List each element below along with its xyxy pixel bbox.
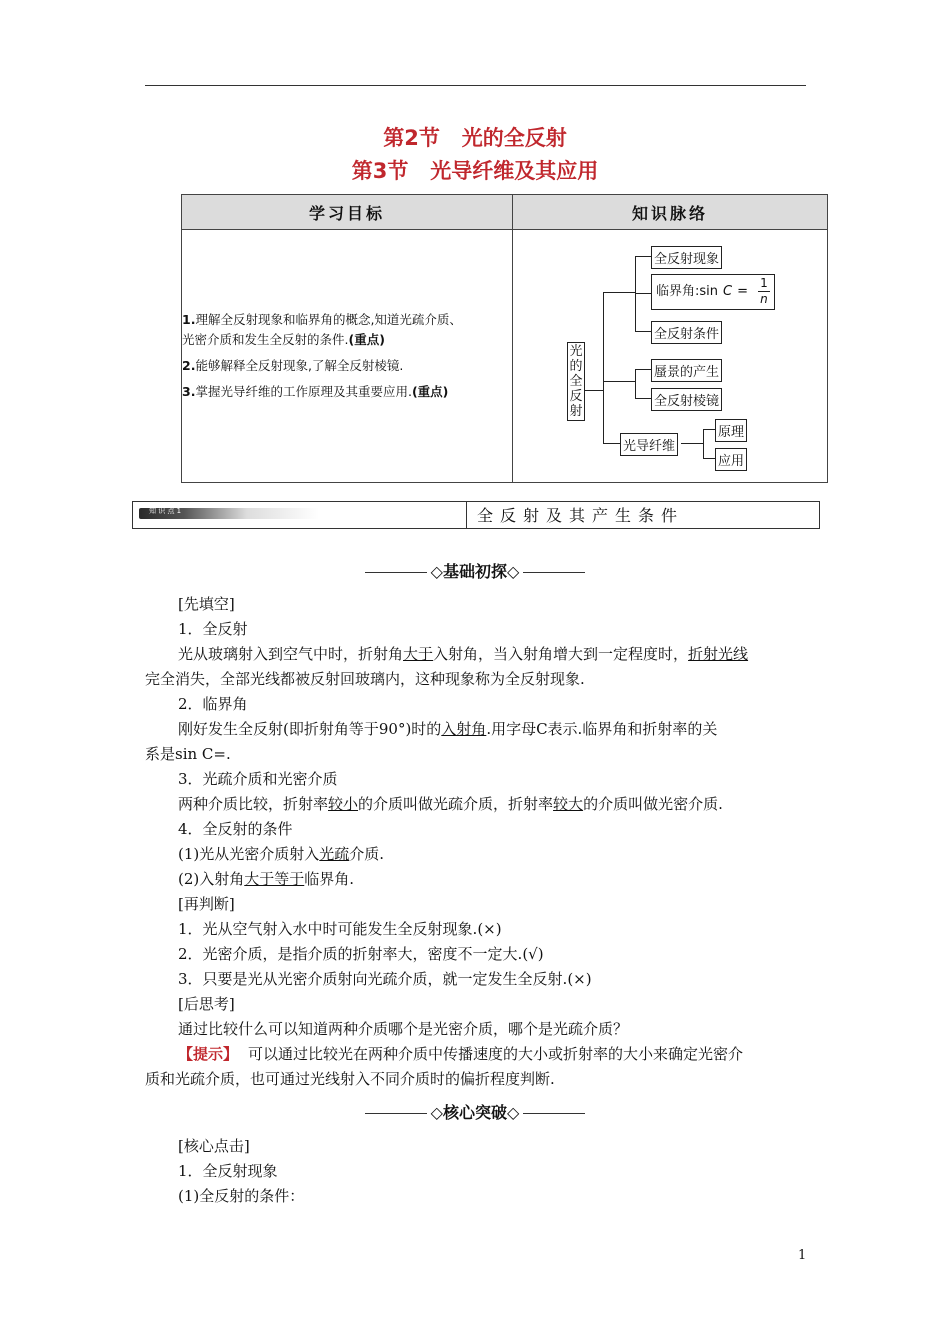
map-root: 光 的 全 反 射: [567, 342, 585, 421]
goals-cell: [182, 230, 513, 483]
knowledge-point-title: 全反射及其产生条件: [477, 506, 685, 525]
objectives-table: [181, 194, 828, 483]
map-node-mirage: 蜃景的产生: [651, 359, 722, 382]
section-title-2: 第3节 光导纤维及其应用: [351, 159, 599, 183]
goal-1-cont: 光密介质和发生全反射的条件.(重点): [182, 332, 385, 347]
top-rule: [145, 85, 806, 86]
judge-label: [再判断]: [178, 895, 235, 913]
core-item-1: (1)全反射的条件：: [178, 1187, 305, 1205]
hint-line-1: 【提示】 可以通过比较光在两种介质中传播速度的大小或折射率的大小来确定光密介: [178, 1045, 744, 1063]
knowledge-point-tag: 知 识 点 1: [139, 508, 319, 519]
heading-total-reflection: 1．全反射: [178, 620, 248, 638]
heading-critical-angle: 2．临界角: [178, 695, 248, 713]
para-total-reflection-1: 光从玻璃射入到空气中时，折射角大于入射角，当入射角增大到一定程度时，折射光线: [178, 645, 749, 663]
knowledge-map: [513, 230, 828, 483]
goals-header: 学习目标: [182, 195, 513, 230]
map-node-total-reflection: 全反射现象: [651, 246, 722, 269]
para-media: 两种介质比较，折射率较小的介质叫做光疏介质，折射率较大的介质叫做光密介质.: [178, 795, 723, 813]
think-question: 通过比较什么可以知道两种介质哪个是光密介质，哪个是光疏介质？: [178, 1020, 629, 1038]
page-number: 1: [798, 1248, 807, 1263]
map-node-principle: 原理: [715, 419, 747, 442]
hint-line-2: 质和光疏介质，也可通过光线射入不同介质时的偏折程度判断.: [145, 1070, 555, 1088]
judge-1: 1．光从空气射入水中时可能发生全反射现象.(×): [178, 920, 502, 938]
map-node-critical-angle: 临界角:sin C = $\frac{1}{n}$: [651, 274, 775, 310]
heading-media: 3．光疏介质和光密介质: [178, 770, 338, 788]
fill-blank-label: [先填空]: [178, 595, 235, 613]
goal-2: 2.能够解释全反射现象,了解全反射棱镜.: [182, 358, 404, 373]
judge-3: 3．只要是光从光密介质射向光疏介质，就一定发生全反射.(×): [178, 970, 592, 988]
condition-2: (2)入射角大于等于临界角.: [178, 870, 355, 888]
knowledge-point-bar: [132, 501, 820, 529]
section-heading-basics: ◇基础初探◇: [0, 559, 950, 582]
map-header: 知识脉络: [513, 195, 828, 230]
map-node-prism: 全反射棱镜: [651, 388, 722, 411]
goal-3: 3.掌握光导纤维的工作原理及其重要应用.(重点): [182, 384, 449, 399]
para-critical-angle-1: 刚好发生全反射(即折射角等于90°)时的入射角.用字母C表示.临界角和折射率的关: [178, 720, 718, 738]
core-label: [核心点击]: [178, 1137, 250, 1155]
map-node-fiber: 光导纤维: [620, 433, 678, 456]
section-title-1: 第2节 光的全反射: [383, 126, 567, 150]
para-total-reflection-2: 完全消失，全部光线都被反射回玻璃内，这种现象称为全反射现象.: [145, 670, 585, 688]
condition-1: (1)光从光密介质射入光疏介质.: [178, 845, 385, 863]
heading-conditions: 4．全反射的条件: [178, 820, 293, 838]
para-critical-angle-2: 系是sin C=.: [145, 745, 231, 763]
map-node-condition: 全反射条件: [651, 321, 722, 344]
judge-2: 2．光密介质，是指介质的折射率大，密度不一定大.(√): [178, 945, 544, 963]
core-heading-1: 1．全反射现象: [178, 1162, 278, 1180]
section-heading-core: ◇核心突破◇: [0, 1100, 950, 1123]
map-node-application: 应用: [715, 448, 747, 471]
think-label: [后思考]: [178, 995, 235, 1013]
goal-1: 1.理解全反射现象和临界角的概念,知道光疏介质、: [182, 312, 462, 327]
